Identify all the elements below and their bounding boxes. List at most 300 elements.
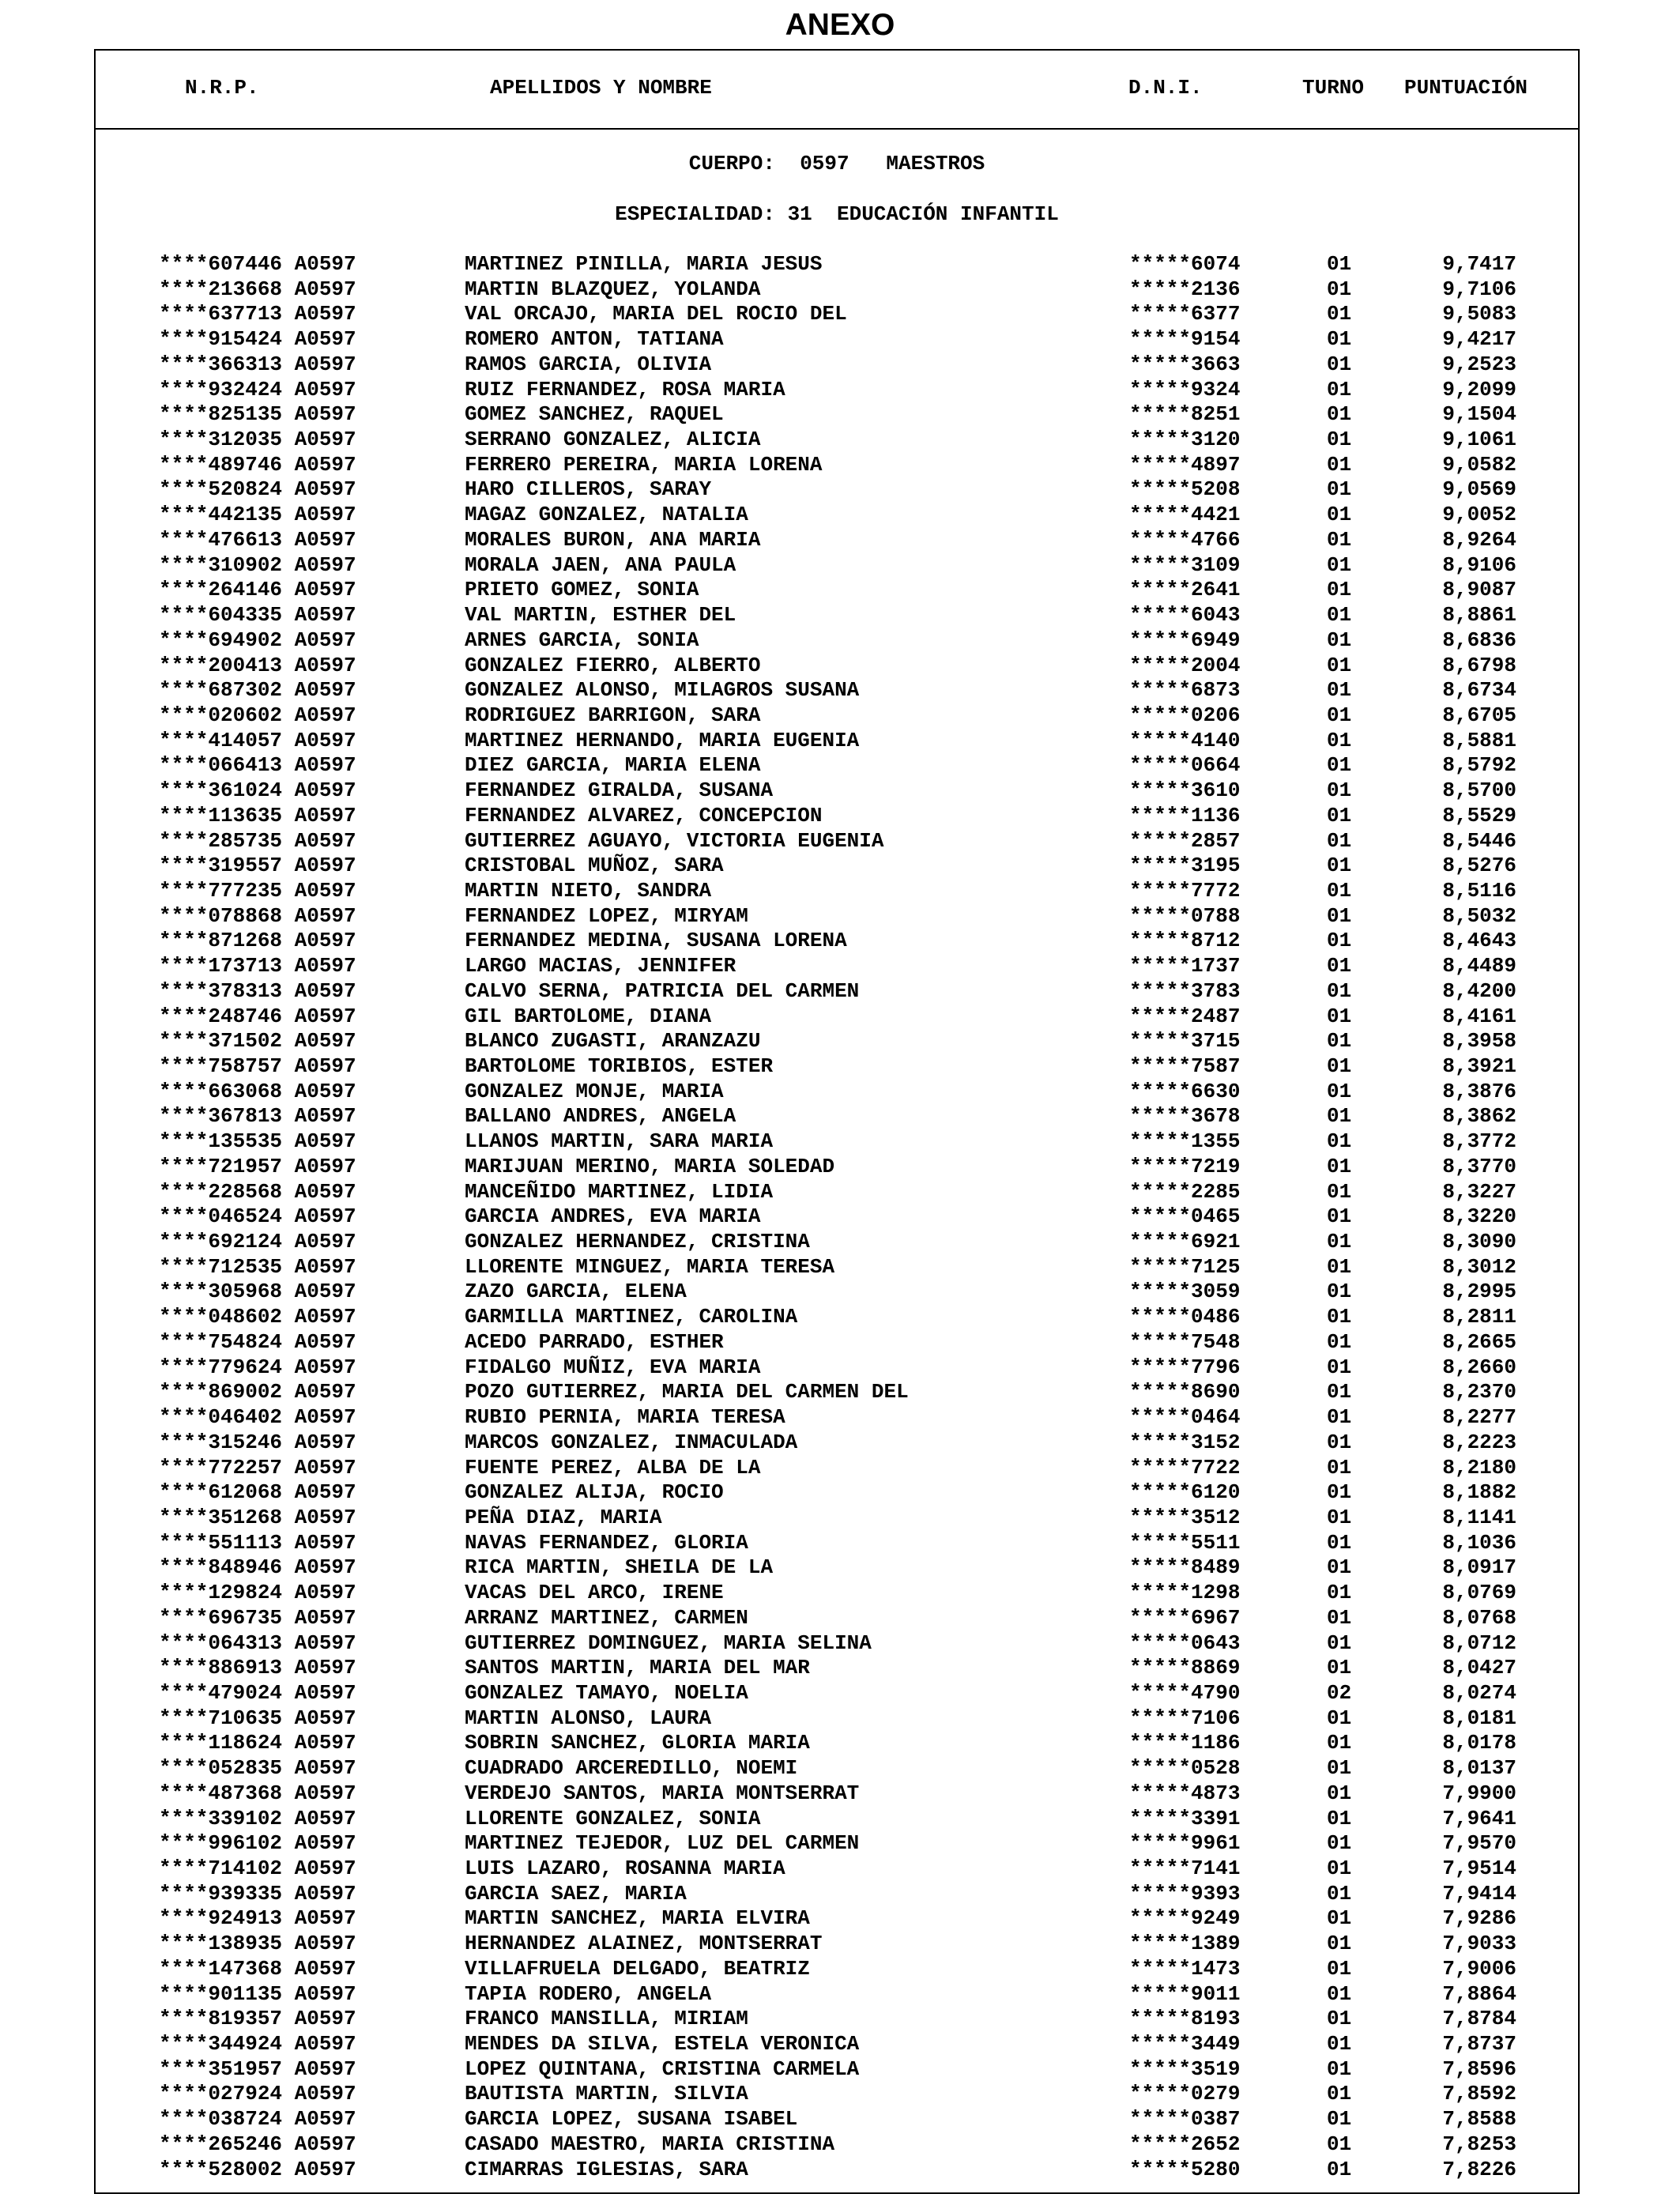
turno-cell: 01 [1327,1906,1352,1931]
table-row [96,553,1578,579]
dni-cell: *****3678 [1129,1104,1241,1129]
name-cell: SOBRIN SANCHEZ, GLORIA MARIA [465,1731,810,1755]
dni-cell: *****2004 [1129,653,1241,677]
nrp-cell: ****489746 A0597 [159,452,356,477]
dni-cell: *****4790 [1129,1680,1241,1705]
table-row [96,1656,1578,1681]
dni-cell: *****4140 [1129,728,1241,752]
dni-cell: *****4766 [1129,527,1241,552]
nrp-cell: ****378313 A0597 [159,978,356,1003]
puntuacion-cell: 8,3862 [1442,1104,1516,1129]
dni-cell: *****9154 [1129,327,1241,352]
turno-cell: 01 [1327,1380,1352,1404]
name-cell: GUTIERREZ DOMINGUEZ, MARIA SELINA [465,1630,872,1655]
table-row [96,1230,1578,1255]
dni-cell: *****7548 [1129,1329,1241,1354]
header-puntuacion: PUNTUACIÓN [1404,76,1528,100]
turno-cell: 01 [1327,252,1352,276]
nrp-cell: ****754824 A0597 [159,1329,356,1354]
turno-cell: 01 [1327,1329,1352,1354]
dni-cell: *****0486 [1129,1305,1241,1329]
puntuacion-cell: 8,3921 [1442,1054,1516,1078]
puntuacion-cell: 8,0178 [1442,1731,1516,1755]
name-cell: VACAS DEL ARCO, IRENE [465,1581,724,1605]
table-row [96,578,1578,603]
turno-cell: 01 [1327,527,1352,552]
nrp-cell: ****637713 A0597 [159,302,356,326]
nrp-cell: ****886913 A0597 [159,1656,356,1680]
table-row [96,1982,1578,2007]
table-row [96,1555,1578,1581]
nrp-cell: ****351957 A0597 [159,2056,356,2081]
turno-cell: 01 [1327,402,1352,427]
turno-cell: 01 [1327,678,1352,703]
dni-cell: *****2857 [1129,828,1241,853]
table-row [96,1155,1578,1180]
name-cell: ROMERO ANTON, TATIANA [465,327,724,352]
turno-cell: 01 [1327,1605,1352,1630]
turno-cell: 01 [1327,1530,1352,1555]
nrp-cell: ****479024 A0597 [159,1680,356,1705]
dni-cell: *****0664 [1129,753,1241,778]
table-row [96,1581,1578,1606]
table-row [96,277,1578,303]
table-row [96,528,1578,553]
turno-cell: 01 [1327,1104,1352,1129]
name-cell: GONZALEZ FIERRO, ALBERTO [465,653,761,677]
table-row [96,1029,1578,1054]
name-cell: ACEDO PARRADO, ESTHER [465,1329,724,1354]
name-cell: GONZALEZ ALIJA, ROCIO [465,1480,724,1505]
dni-cell: *****7772 [1129,878,1241,903]
puntuacion-cell: 8,8861 [1442,603,1516,628]
nrp-cell: ****078868 A0597 [159,903,356,928]
nrp-cell: ****772257 A0597 [159,1455,356,1480]
puntuacion-cell: 8,3958 [1442,1029,1516,1054]
name-cell: BALLANO ANDRES, ANGELA [465,1104,736,1129]
puntuacion-cell: 8,2180 [1442,1455,1516,1480]
puntuacion-cell: 9,1061 [1442,428,1516,452]
nrp-cell: ****825135 A0597 [159,402,356,427]
name-cell: FIDALGO MUÑIZ, EVA MARIA [465,1355,761,1379]
nrp-cell: ****319557 A0597 [159,854,356,878]
dni-cell: *****3715 [1129,1029,1241,1054]
table-row [96,302,1578,327]
puntuacion-cell: 8,0769 [1442,1581,1516,1605]
nrp-cell: ****020602 A0597 [159,703,356,727]
puntuacion-cell: 8,1141 [1442,1505,1516,1529]
name-cell: VAL ORCAJO, MARIA DEL ROCIO DEL [465,302,847,326]
puntuacion-cell: 8,6734 [1442,678,1516,703]
nrp-cell: ****305968 A0597 [159,1280,356,1304]
name-cell: CUADRADO ARCEREDILLO, NOEMI [465,1756,798,1781]
dni-cell: *****0788 [1129,903,1241,928]
nrp-cell: ****265246 A0597 [159,2132,356,2156]
name-cell: GARMILLA MARTINEZ, CAROLINA [465,1305,798,1329]
turno-cell: 01 [1327,1781,1352,1805]
table-row [96,1957,1578,1982]
nrp-cell: ****285735 A0597 [159,828,356,853]
table-row [96,678,1578,703]
nrp-cell: ****351268 A0597 [159,1505,356,1529]
puntuacion-cell: 9,1504 [1442,402,1516,427]
table-row [96,929,1578,954]
turno-cell: 01 [1327,653,1352,677]
puntuacion-cell: 8,2660 [1442,1355,1516,1379]
dni-cell: *****1298 [1129,1581,1241,1605]
header-turno: TURNO [1302,76,1365,100]
name-cell: HERNANDEZ ALAINEZ, MONTSERRAT [465,1932,823,1956]
table-row [96,1255,1578,1280]
name-cell: SERRANO GONZALEZ, ALICIA [465,428,761,452]
name-cell: LLORENTE MINGUEZ, MARIA TERESA [465,1254,835,1279]
turno-cell: 01 [1327,1731,1352,1755]
table-row [96,2132,1578,2158]
turno-cell: 01 [1327,1932,1352,1956]
nrp-cell: ****066413 A0597 [159,753,356,778]
dni-cell: *****3663 [1129,352,1241,376]
turno-cell: 01 [1327,578,1352,602]
name-cell: MORALES BURON, ANA MARIA [465,527,761,552]
table-row [96,1480,1578,1506]
turno-cell: 01 [1327,2082,1352,2106]
puntuacion-cell: 7,8226 [1442,2157,1516,2181]
nrp-cell: ****694902 A0597 [159,628,356,652]
puntuacion-cell: 9,0569 [1442,477,1516,502]
dni-cell: *****3391 [1129,1806,1241,1830]
table-row [96,729,1578,754]
dni-cell: *****6074 [1129,252,1241,276]
nrp-cell: ****361024 A0597 [159,778,356,803]
nrp-cell: ****696735 A0597 [159,1605,356,1630]
nrp-cell: ****118624 A0597 [159,1731,356,1755]
name-cell: LLANOS MARTIN, SARA MARIA [465,1129,774,1154]
table-row [96,1531,1578,1556]
turno-cell: 01 [1327,1230,1352,1254]
puntuacion-cell: 9,7106 [1442,277,1516,301]
nrp-cell: ****344924 A0597 [159,2032,356,2056]
nrp-cell: ****038724 A0597 [159,2107,356,2132]
dni-cell: *****6921 [1129,1230,1241,1254]
name-cell: CIMARRAS IGLESIAS, SARA [465,2157,748,2181]
nrp-cell: ****371502 A0597 [159,1029,356,1054]
turno-cell: 01 [1327,1280,1352,1304]
nrp-cell: ****915424 A0597 [159,327,356,352]
nrp-cell: ****200413 A0597 [159,653,356,677]
name-cell: LARGO MACIAS, JENNIFER [465,954,736,978]
puntuacion-cell: 8,0274 [1442,1680,1516,1705]
nrp-cell: ****046402 A0597 [159,1405,356,1430]
turno-cell: 01 [1327,603,1352,628]
dni-cell: *****8690 [1129,1380,1241,1404]
name-cell: ARNES GARCIA, SONIA [465,628,699,652]
puntuacion-cell: 7,9570 [1442,1831,1516,1856]
nrp-cell: ****046524 A0597 [159,1204,356,1229]
name-cell: RICA MARTIN, SHEILA DE LA [465,1555,774,1580]
table-row [96,1831,1578,1857]
table-row [96,1506,1578,1531]
turno-cell: 01 [1327,1430,1352,1454]
nrp-cell: ****213668 A0597 [159,277,356,301]
name-cell: MARTINEZ TEJEDOR, LUZ DEL CARMEN [465,1831,860,1856]
table-row [96,1631,1578,1657]
dni-cell: *****3449 [1129,2032,1241,2056]
table-row [96,252,1578,277]
turno-cell: 01 [1327,1756,1352,1781]
turno-cell: 01 [1327,377,1352,401]
turno-cell: 01 [1327,277,1352,301]
dni-cell: *****4873 [1129,1781,1241,1805]
turno-cell: 01 [1327,1706,1352,1730]
table-row [96,2057,1578,2083]
puntuacion-cell: 8,2370 [1442,1380,1516,1404]
puntuacion-cell: 7,8592 [1442,2082,1516,2106]
name-cell: GARCIA LOPEZ, SUSANA ISABEL [465,2107,798,2132]
nrp-cell: ****871268 A0597 [159,929,356,953]
table-row [96,2032,1578,2057]
turno-cell: 01 [1327,2032,1352,2056]
puntuacion-cell: 8,3090 [1442,1230,1516,1254]
nrp-cell: ****052835 A0597 [159,1756,356,1781]
puntuacion-cell: 7,9641 [1442,1806,1516,1830]
nrp-cell: ****310902 A0597 [159,552,356,577]
puntuacion-cell: 7,9006 [1442,1956,1516,1981]
turno-cell: 01 [1327,954,1352,978]
table-row [96,1280,1578,1305]
name-cell: MARTIN NIETO, SANDRA [465,878,712,903]
name-cell: GONZALEZ TAMAYO, NOELIA [465,1680,748,1705]
turno-cell: 01 [1327,878,1352,903]
turno-cell: 01 [1327,703,1352,727]
table-row [96,1906,1578,1932]
turno-cell: 01 [1327,2157,1352,2181]
dni-cell: *****0387 [1129,2107,1241,2132]
turno-cell: 01 [1327,1455,1352,1480]
name-cell: FERNANDEZ MEDINA, SUSANA LORENA [465,929,847,953]
puntuacion-cell: 9,0052 [1442,503,1516,527]
dni-cell: *****7722 [1129,1455,1241,1480]
puntuacion-cell: 7,9514 [1442,1857,1516,1880]
nrp-cell: ****113635 A0597 [159,803,356,827]
name-cell: BLANCO ZUGASTI, ARANZAZU [465,1029,761,1054]
name-cell: MORALA JAEN, ANA PAULA [465,552,736,577]
turno-cell: 01 [1327,452,1352,477]
table-row [96,1932,1578,1957]
dni-cell: *****3519 [1129,2056,1241,2081]
table-row [96,854,1578,879]
table-row [96,654,1578,679]
turno-cell: 01 [1327,477,1352,502]
name-cell: GONZALEZ ALONSO, MILAGROS SUSANA [465,678,860,703]
puntuacion-cell: 8,3220 [1442,1204,1516,1229]
puntuacion-cell: 8,0917 [1442,1555,1516,1580]
turno-cell: 01 [1327,1555,1352,1580]
puntuacion-cell: 8,5700 [1442,778,1516,803]
name-cell: CALVO SERNA, PATRICIA DEL CARMEN [465,978,860,1003]
table-row [96,428,1578,453]
turno-cell: 01 [1327,1956,1352,1981]
table-row [96,1405,1578,1431]
nrp-cell: ****848946 A0597 [159,1555,356,1580]
puntuacion-cell: 7,8596 [1442,2056,1516,2081]
name-cell: RODRIGUEZ BARRIGON, SARA [465,703,761,727]
table-row [96,2107,1578,2132]
puntuacion-cell: 8,2277 [1442,1405,1516,1430]
name-cell: MENDES DA SILVA, ESTELA VERONICA [465,2032,860,2056]
turno-cell: 01 [1327,2132,1352,2156]
table-row [96,1456,1578,1481]
dni-cell: *****8712 [1129,929,1241,953]
puntuacion-cell: 8,1882 [1442,1480,1516,1505]
turno-cell: 01 [1327,1305,1352,1329]
turno-cell: 01 [1327,503,1352,527]
nrp-cell: ****147368 A0597 [159,1956,356,1981]
name-cell: BARTOLOME TORIBIOS, ESTER [465,1054,774,1078]
turno-cell: 01 [1327,1505,1352,1529]
nrp-cell: ****312035 A0597 [159,428,356,452]
nrp-cell: ****758757 A0597 [159,1054,356,1078]
dni-cell: *****9961 [1129,1831,1241,1856]
name-cell: DIEZ GARCIA, MARIA ELENA [465,753,761,778]
dni-cell: *****3059 [1129,1280,1241,1304]
puntuacion-cell: 8,5116 [1442,878,1516,903]
nrp-cell: ****604335 A0597 [159,603,356,628]
dni-cell: *****1136 [1129,803,1241,827]
table-row [96,804,1578,829]
puntuacion-cell: 9,7417 [1442,252,1516,276]
puntuacion-cell: 8,5881 [1442,728,1516,752]
puntuacion-cell: 8,0137 [1442,1756,1516,1781]
dni-cell: *****6377 [1129,302,1241,326]
dni-cell: *****2652 [1129,2132,1241,2156]
dni-cell: *****9393 [1129,1881,1241,1906]
puntuacion-cell: 8,9087 [1442,578,1516,602]
turno-cell: 01 [1327,854,1352,878]
nrp-cell: ****442135 A0597 [159,503,356,527]
puntuacion-cell: 8,3770 [1442,1154,1516,1178]
nrp-cell: ****366313 A0597 [159,352,356,376]
table-row [96,1706,1578,1732]
dni-cell: *****3783 [1129,978,1241,1003]
name-cell: LLORENTE GONZALEZ, SONIA [465,1806,761,1830]
puntuacion-cell: 8,3876 [1442,1079,1516,1103]
dni-cell: *****0206 [1129,703,1241,727]
puntuacion-cell: 8,0181 [1442,1706,1516,1730]
turno-cell: 01 [1327,978,1352,1003]
puntuacion-cell: 7,9900 [1442,1781,1516,1805]
name-cell: MARCOS GONZALEZ, INMACULADA [465,1430,798,1454]
name-cell: RUIZ FERNANDEZ, ROSA MARIA [465,377,785,401]
candidate-list [96,252,1578,2182]
puntuacion-cell: 7,8588 [1442,2107,1516,2132]
puntuacion-cell: 8,1036 [1442,1530,1516,1555]
dni-cell: *****0279 [1129,2082,1241,2106]
nrp-cell: ****687302 A0597 [159,678,356,703]
name-cell: MARTIN ALONSO, LAURA [465,1706,712,1730]
turno-cell: 01 [1327,1656,1352,1680]
turno-cell: 01 [1327,1254,1352,1279]
dni-cell: *****8489 [1129,1555,1241,1580]
dni-cell: *****0643 [1129,1630,1241,1655]
puntuacion-cell: 8,4161 [1442,1004,1516,1028]
turno-cell: 01 [1327,753,1352,778]
turno-cell: 01 [1327,2056,1352,2081]
table-row [96,1305,1578,1330]
dni-cell: *****6120 [1129,1480,1241,1505]
table-row [96,979,1578,1005]
name-cell: FERNANDEZ GIRALDA, SUSANA [465,778,774,803]
puntuacion-cell: 8,4200 [1442,978,1516,1003]
table-row [96,904,1578,929]
nrp-cell: ****901135 A0597 [159,1981,356,2006]
dni-cell: *****2487 [1129,1004,1241,1028]
puntuacion-cell: 8,5276 [1442,854,1516,878]
puntuacion-cell: 8,5032 [1442,903,1516,928]
turno-cell: 01 [1327,1630,1352,1655]
nrp-cell: ****712535 A0597 [159,1254,356,1279]
turno-cell: 01 [1327,1004,1352,1028]
puntuacion-cell: 7,9286 [1442,1906,1516,1931]
name-cell: NAVAS FERNANDEZ, GLORIA [465,1530,748,1555]
puntuacion-cell: 8,5792 [1442,753,1516,778]
dni-cell: *****5280 [1129,2157,1241,2181]
table-header [96,51,1578,130]
turno-cell: 01 [1327,2107,1352,2132]
turno-cell: 01 [1327,302,1352,326]
dni-cell: *****2641 [1129,578,1241,602]
nrp-cell: ****173713 A0597 [159,954,356,978]
turno-cell: 01 [1327,1129,1352,1154]
dni-cell: *****6949 [1129,628,1241,652]
name-cell: HARO CILLEROS, SARAY [465,477,712,502]
puntuacion-cell: 7,8784 [1442,2007,1516,2031]
nrp-cell: ****264146 A0597 [159,578,356,602]
puntuacion-cell: 9,2099 [1442,377,1516,401]
puntuacion-cell: 8,3012 [1442,1254,1516,1279]
dni-cell: *****4421 [1129,503,1241,527]
name-cell: GOMEZ SANCHEZ, RAQUEL [465,402,724,427]
table-row [96,453,1578,478]
table-row [96,954,1578,979]
dni-cell: *****5208 [1129,477,1241,502]
dni-cell: *****9324 [1129,377,1241,401]
name-cell: GONZALEZ MONJE, MARIA [465,1079,724,1103]
puntuacion-cell: 8,6836 [1442,628,1516,652]
table-row [96,1180,1578,1205]
nrp-cell: ****520824 A0597 [159,477,356,502]
dni-cell: *****0528 [1129,1756,1241,1781]
turno-cell: 01 [1327,1029,1352,1054]
turno-cell: 01 [1327,1881,1352,1906]
puntuacion-cell: 8,5529 [1442,803,1516,827]
nrp-cell: ****476613 A0597 [159,527,356,552]
nrp-cell: ****135535 A0597 [159,1129,356,1154]
dni-cell: *****8869 [1129,1656,1241,1680]
turno-cell: 01 [1327,1405,1352,1430]
table-row [96,1104,1578,1129]
cuerpo-heading: CUERPO: 0597 MAESTROS [688,152,985,175]
table-row [96,1355,1578,1381]
puntuacion-cell: 8,2223 [1442,1430,1516,1454]
table-row [96,1781,1578,1807]
name-cell: GARCIA SAEZ, MARIA [465,1881,687,1906]
turno-cell: 01 [1327,1355,1352,1379]
table-row [96,1380,1578,1405]
name-cell: PRIETO GOMEZ, SONIA [465,578,699,602]
nrp-cell: ****714102 A0597 [159,1857,356,1880]
turno-cell: 01 [1327,352,1352,376]
dni-cell: *****0464 [1129,1405,1241,1430]
